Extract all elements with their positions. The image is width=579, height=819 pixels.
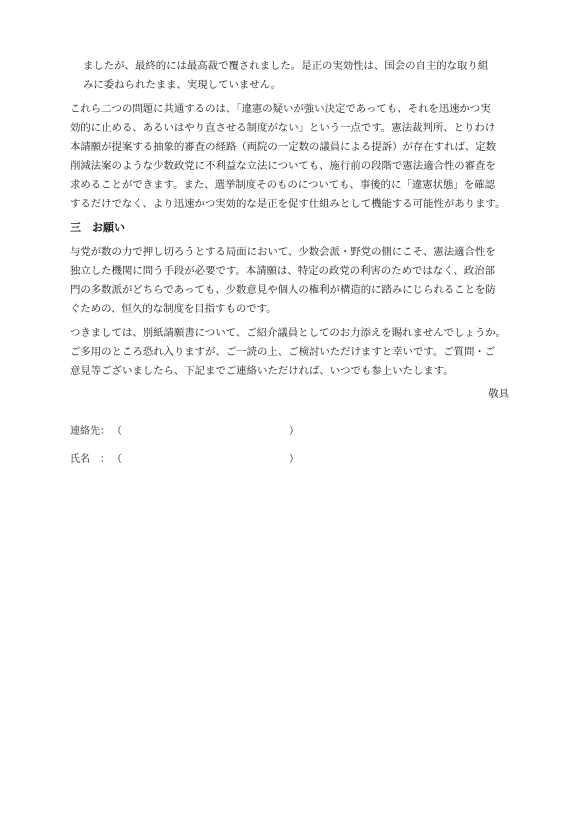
paragraph-line: 求めることができます。また、選挙制度そのものについても、事後的に「違憲状態」を確認 [70, 179, 495, 191]
paragraph-line: 削減法案のような少数政党に不利益な立法についても、施行前の段階で憲法適合性の審査を [70, 160, 496, 172]
contact-label: 連絡先： [70, 426, 110, 437]
section-heading: 三 お願い [70, 221, 125, 234]
paragraph-line: 意見等ございましたら、下記までご連絡いただければ、いつでも参上いたします。 [70, 365, 454, 377]
paragraph-line: 本請願が提案する抽象的審査の経路（両院の一定数の議員による提訴）が存在すれば、定数 [70, 141, 497, 153]
closing-word: 敬具 [488, 388, 509, 400]
name-close-paren: ） [289, 454, 299, 465]
name-open-paren: （ [112, 454, 122, 465]
paragraph-line: するだけでなく、より迅速かつ実効的な是正を促す仕組みとして機能する可能性があります。 [70, 198, 506, 210]
paragraph-line: これら二つの問題に共通するのは、「違憲の疑いが強い決定であっても、それを迅速かつ実 [70, 103, 491, 115]
paragraph-line: 与党が数の力で押し切ろうとする局面において、少数会派・野党の側にこそ、憲法適合性を [70, 246, 496, 258]
contact-close-paren: ） [289, 426, 299, 437]
paragraph-line: ぐための、恒久的な制度を目指すものです。 [70, 303, 277, 315]
contact-open-paren: （ [112, 426, 122, 437]
continuation-line: ましたが、最終的には最高裁で覆されました。是正の実効性は、国会の自主的な取り組 [83, 60, 489, 72]
paragraph-line: 効的に止める、あるいはやり直させる制度がない」という一点です。憲法裁判所、とりわけ [70, 122, 496, 134]
paragraph-line: つきましては、別紙請願書について、ご紹介議員としてのお力添えを賜れませんでしょうか。 [70, 327, 506, 339]
paragraph-line: ご多用のところ恐れ入りますが、ご一読の上、ご検討いただけますと幸いです。ご質問・ご [70, 346, 496, 358]
name-label: 氏名 ： [70, 454, 110, 465]
paragraph-line: 門の多数派がどちらであっても、少数意見や個人の権利が構造的に踏みにじられることを防 [70, 284, 496, 296]
paragraph-line: 独立した機関に問う手段が必要です。本請願は、特定の政党の利害のためではなく、政治部 [70, 265, 495, 277]
continuation-line: みに委ねられたまま、実現していません。 [83, 79, 282, 91]
